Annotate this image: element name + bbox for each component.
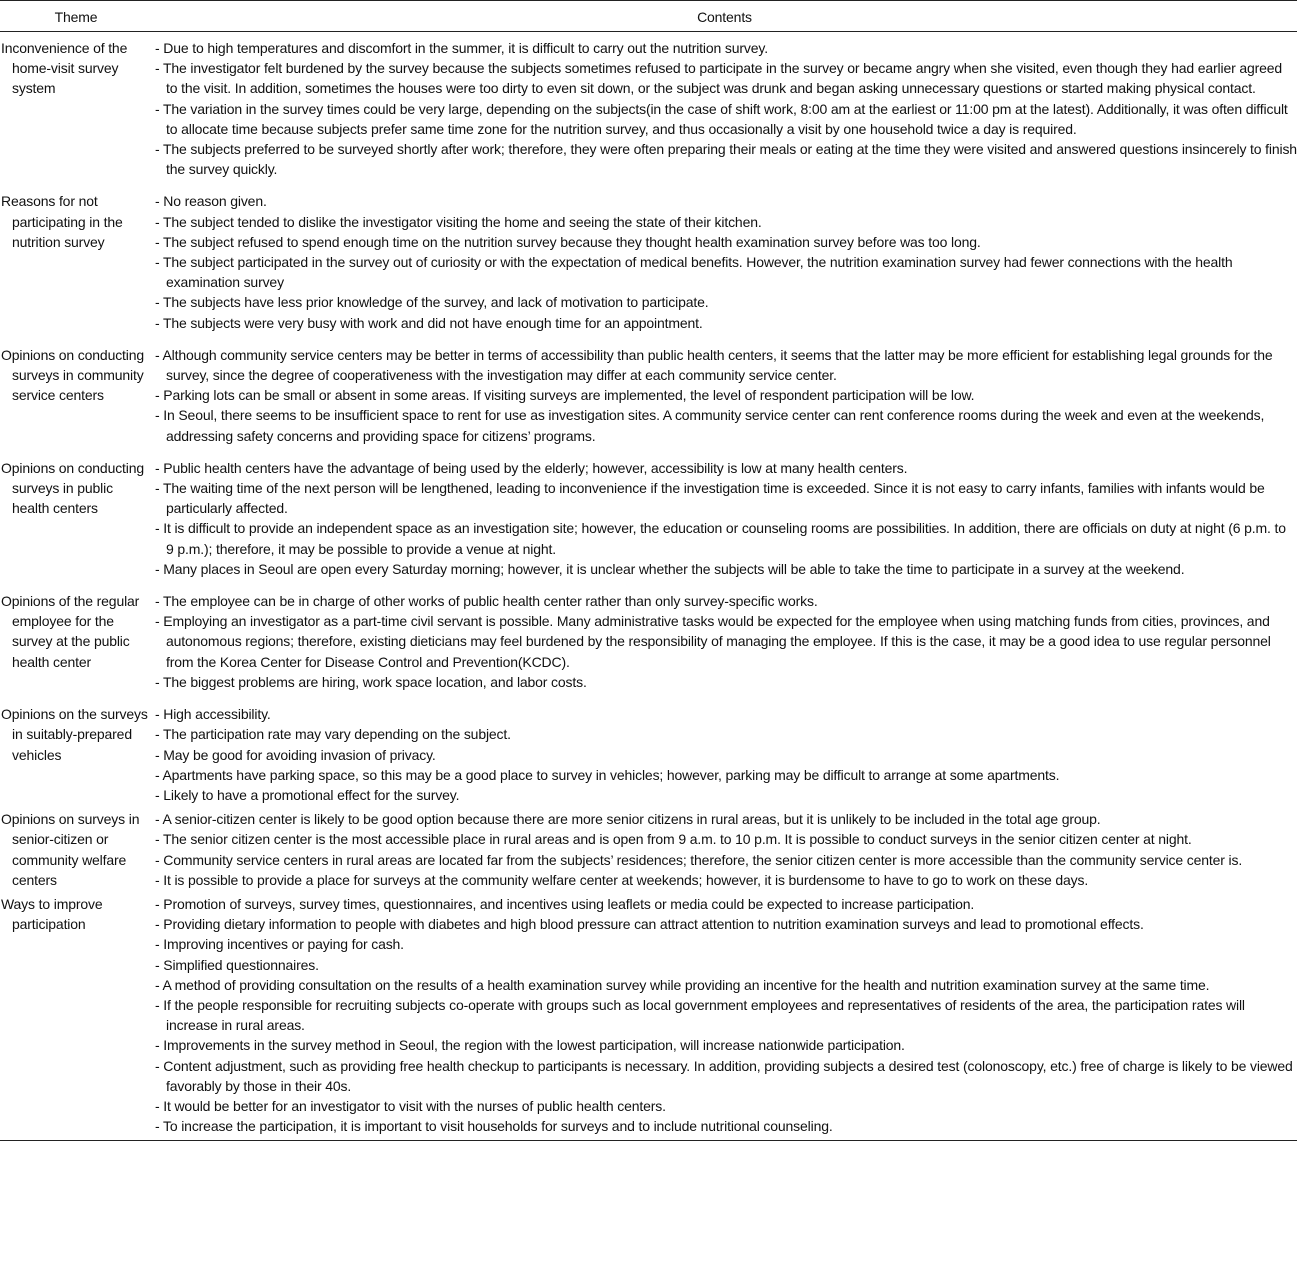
table-row <box>0 700 1297 805</box>
table-body <box>0 32 1297 1141</box>
contents-list <box>152 591 1297 692</box>
list-item: - Apartments have parking space, so this may be a good place to survey in vehicles; however, parking may be difficult to arrange at some apartments. <box>155 766 1060 783</box>
table-row <box>0 454 1297 587</box>
theme-cell <box>0 587 152 700</box>
list-item: - Improvements in the survey method in Seoul, the region with the lowest participation, will increase nationwide participation. <box>155 1037 905 1054</box>
contents-cell <box>152 454 1297 587</box>
list-item: - Due to high temperatures and discomfort in the summer, it is difficult to carry out the nutrition survey. <box>155 40 768 56</box>
list-item: - The employee can be in charge of other works of public health center rather than only survey-specific works. <box>155 593 818 610</box>
list-item: - Providing dietary information to people with diabetes and high blood pressure can attract attention to nutrition examination surveys and lead to promotional effects. <box>155 916 1144 933</box>
theme-text: Inconvenience of the home-visit survey system <box>1 40 128 97</box>
contents-cell <box>152 805 1297 890</box>
contents-list <box>152 704 1297 805</box>
table-row <box>0 890 1297 1141</box>
contents-list <box>152 191 1297 332</box>
contents-cell <box>152 700 1297 805</box>
list-item: - The biggest problems are hiring, work space location, and labor costs. <box>155 673 587 690</box>
table-row <box>0 187 1297 340</box>
list-item: - It is possible to provide a place for surveys at the community welfare center at weekends; however, it is burdensome to have to go to work on these days. <box>155 871 1089 888</box>
list-item: - Community service centers in rural areas are located far from the subjects’ residences; therefore, the senior citizen center is more accessible than the community service center is. <box>155 851 1243 868</box>
list-item: - The subjects preferred to be surveyed shortly after work; therefore, they were often preparing their meals or eating at the time they were visited and answered questions insincerely to finish the survey quickly. <box>155 141 1297 178</box>
list-item: - The subject refused to spend enough time on the nutrition survey because they thought health examination survey before was too long. <box>155 233 981 250</box>
list-item: - In Seoul, there seems to be insufficient space to rent for use as investigation sites. A community service center can rent conference rooms during the week and even at the weekends, addressing safety concerns and providing space for citizens’ programs. <box>155 407 1265 444</box>
list-item: - Although community service centers may be better in terms of accessibility than public health centers, it seems that the latter may be more efficient for establishing legal grounds for the survey, since the degree of cooperativeness with the investigation may differ at each community service center. <box>155 346 1273 384</box>
list-item: - Employing an investigator as a part-time civil servant is possible. Many administrative tasks would be expected for the employee when using matching funds from cities, provinces, and autonomous regions; therefore, existing dieticians may feel burdened by the responsibility of managing the employee. If this is the case, it may be a good idea to use regular personnel from the Korea Center for Disease Control and Prevention(KCDC). <box>155 613 1271 670</box>
contents-list <box>152 38 1297 179</box>
list-item: - It would be better for an investigator to visit with the nurses of public health centers. <box>155 1097 666 1114</box>
list-item: - It is difficult to provide an independent space as an investigation site; however, the education or counseling rooms are possibilities. In addition, there are officials on duty at night (6 p.m. to 9 p.m.); therefore, it may be possible to provide a venue at night. <box>155 520 1286 557</box>
theme-text: Reasons for not participating in the nutrition survey <box>1 193 123 250</box>
list-item: - The subject participated in the survey out of curiosity or with the expectation of medical benefits. However, the nutrition examination survey had fewer connections with the health examination survey <box>155 254 1233 291</box>
theme-cell <box>0 890 152 1141</box>
list-item: - Parking lots can be small or absent in some areas. If visiting surveys are implemented, the level of respondent participation will be low. <box>155 387 975 404</box>
theme-text: Opinions on conducting surveys in community service centers <box>1 346 145 404</box>
list-item: - No reason given. <box>155 193 267 210</box>
theme-cell <box>0 341 152 454</box>
table-row <box>0 805 1297 890</box>
list-item: - Many places in Seoul are open every Saturday morning; however, it is unclear whether the subjects will be able to take the time to participate in a survey at the weekend. <box>155 560 1185 577</box>
list-item: - May be good for avoiding invasion of privacy. <box>155 746 436 763</box>
list-item: - Likely to have a promotional effect for the survey. <box>155 786 460 803</box>
table-row <box>0 587 1297 700</box>
list-item: - Simplified questionnaires. <box>155 956 319 973</box>
list-item: - The subjects were very busy with work and did not have enough time for an appointment. <box>155 314 703 331</box>
list-item: - High accessibility. <box>155 706 271 723</box>
theme-column-header: Theme <box>54 8 98 25</box>
list-item: - To increase the participation, it is important to visit households for surveys and to include nutritional counseling. <box>155 1118 833 1135</box>
list-item: - Content adjustment, such as providing free health checkup to participants is necessary. In addition, providing subjects a desired test (colonoscopy, etc.) free of charge is likely to be viewed favorably by those in their 40s. <box>155 1057 1293 1094</box>
list-item: - The participation rate may vary depending on the subject. <box>155 726 511 743</box>
table-row <box>0 32 1297 188</box>
contents-cell <box>152 32 1297 188</box>
theme-text: Opinions on conducting surveys in public health centers <box>1 459 145 517</box>
contents-cell <box>152 341 1297 454</box>
contents-cell <box>152 187 1297 340</box>
contents-cell <box>152 890 1297 1141</box>
table-row <box>0 341 1297 454</box>
contents-cell <box>152 587 1297 700</box>
theme-text: Opinions on surveys in senior-citizen or community welfare centers <box>1 811 140 888</box>
list-item: - The investigator felt burdened by the survey because the subjects sometimes refused to participate in the survey or became angry when she visited, even though they had earlier agreed to the visit. In addition, sometimes the houses were too dirty to even sit down, or the subject was drunk and began asking unnecessary questions or started making physical contact. <box>155 60 1283 97</box>
list-item: - The subject tended to dislike the investigator visiting the home and seeing the state of their kitchen. <box>155 213 762 230</box>
contents-list <box>152 809 1297 890</box>
theme-cell <box>0 454 152 587</box>
table-header <box>0 1 1297 32</box>
theme-text: Opinions on the surveys in suitably-prepared vehicles <box>1 706 148 763</box>
list-item: - A senior-citizen center is likely to be good option because there are more senior citizens in rural areas, but it is unlikely to be included in the total age group. <box>155 811 1101 828</box>
list-item: - The waiting time of the next person will be lengthened, leading to inconvenience if the investigation time is exceeded. Since it is not easy to carry infants, families with infants would be particularly affected. <box>155 480 1265 517</box>
theme-cell <box>0 700 152 805</box>
contents-list <box>152 458 1297 579</box>
header-row <box>0 1 1297 32</box>
theme-cell <box>0 805 152 890</box>
theme-cell <box>0 187 152 340</box>
theme-text: Ways to improve participation <box>1 895 103 933</box>
list-item: - The subjects have less prior knowledge of the survey, and lack of motivation to participate. <box>155 294 709 311</box>
list-item: - If the people responsible for recruiting subjects co-operate with groups such as local government employees and representatives of residents of the area, the participation rates will increase in rural areas. <box>155 996 1245 1034</box>
contents-list <box>152 345 1297 446</box>
contents-column-header: Contents <box>697 8 752 25</box>
list-item: - The senior citizen center is the most accessible place in rural areas and is open from 9 a.m. to 10 p.m. It is possible to conduct surveys in the senior citizen center at night. <box>155 831 1192 848</box>
list-item: - Improving incentives or paying for cash. <box>155 936 404 953</box>
theme-cell <box>0 32 152 188</box>
list-item: - A method of providing consultation on the results of a health examination survey while providing an incentive for the health and nutrition examination survey at the same time. <box>155 976 1210 993</box>
list-item: - Public health centers have the advantage of being used by the elderly; however, accessibility is low at many health centers. <box>155 459 908 476</box>
list-item: - The variation in the survey times could be very large, depending on the subjects(in the case of shift work, 8:00 am at the earliest or 11:00 pm at the latest). Additionally, it was often difficult to allocate time because subjects prefer same time zone for the nutrition survey, and thus occasionally a visit by one household twice a day is required. <box>155 100 1288 137</box>
contents-list <box>152 894 1297 1136</box>
list-item: - Promotion of surveys, survey times, questionnaires, and incentives using leaflets or media could be expected to increase participation. <box>155 895 975 912</box>
theme-text: Opinions of the regular employee for the survey at the public health center <box>1 593 140 670</box>
